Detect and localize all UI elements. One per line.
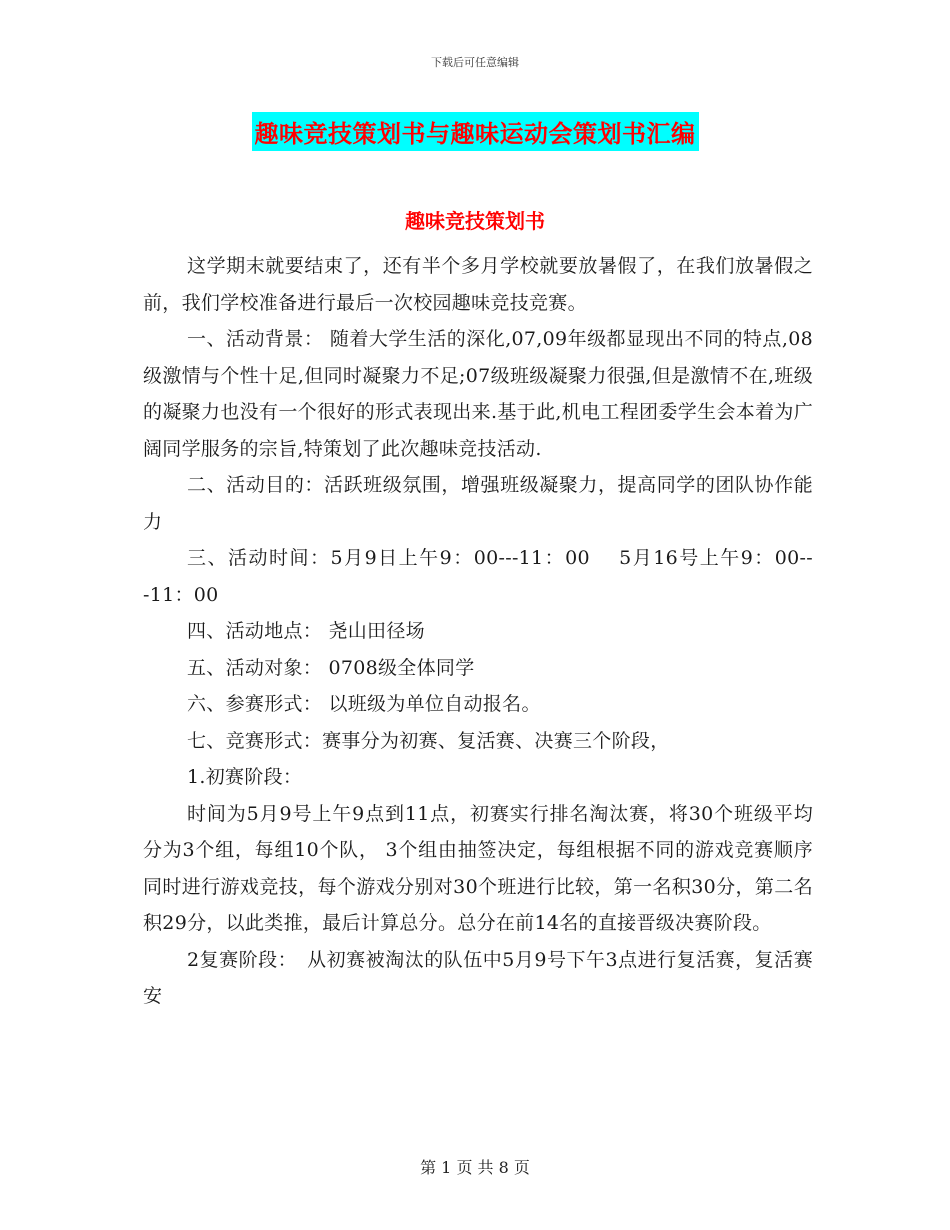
section-title: 趣味竞技策划书 bbox=[405, 209, 545, 233]
page-footer: 第 1 页 共 8 页 bbox=[420, 1158, 530, 1177]
paragraph-repechage: 2复赛阶段： 从初赛被淘汰的队伍中5月9号下午3点进行复活赛，复活赛安 bbox=[143, 948, 813, 1007]
paragraph-participants: 五、活动对象： 0708级全体同学 bbox=[187, 656, 475, 679]
header-note: 下载后可任意编辑 bbox=[431, 56, 519, 69]
paragraph-location: 四、活动地点： 尧山田径场 bbox=[187, 620, 425, 642]
paragraph-purpose: 二、活动目的：活跃班级氛围，增强班级凝聚力，提高同学的团队协作能力 bbox=[143, 474, 813, 533]
paragraph-time: 三、活动时间：5月9日上午9：00---11：00 5月16号上午9：00---11：00 bbox=[143, 547, 813, 606]
paragraph-preliminary-heading: 1.初赛阶段： bbox=[187, 766, 303, 788]
paragraph-preliminary-detail: 时间为5月9号上午9点到11点，初赛实行排名淘汰赛，将30个班级平均分为3个组，每组10个队， 3个组由抽签决定，每组根据不同的游戏竞赛顺序同时进行游戏竞技，每个游戏分别对30个班进行比较，第一名积30分，第二名积29分，以此类推，最后计算总分。总分在前14名的直接晋级决赛阶段。 bbox=[143, 802, 813, 934]
document-title: 趣味竞技策划书与趣味运动会策划书汇编 bbox=[252, 112, 699, 151]
paragraph-competition-format: 七、竞赛形式：赛事分为初赛、复活赛、决赛三个阶段， bbox=[187, 729, 670, 752]
paragraph-background: 一、活动背景： 随着大学生活的深化,07,09年级都显现出不同的特点,08级激情与个性十足,但同时凝聚力不足;07级班级凝聚力很强,但是激情不在,班级的凝聚力也没有一个很好的形式表现出来.基于此,机电工程团委学生会本着为广阔同学服务的宗旨,特策划了此次趣味竞技活动. bbox=[143, 328, 813, 460]
paragraph-intro: 这学期末就要结束了，还有半个多月学校就要放暑假了，在我们放暑假之前，我们学校准备进行最后一次校园趣味竞技竞赛。 bbox=[143, 255, 813, 314]
paragraph-entry-format: 六、参赛形式： 以班级为单位自动报名。 bbox=[187, 693, 541, 715]
document-title-wrap bbox=[0, 112, 950, 151]
document-body bbox=[143, 248, 813, 1015]
